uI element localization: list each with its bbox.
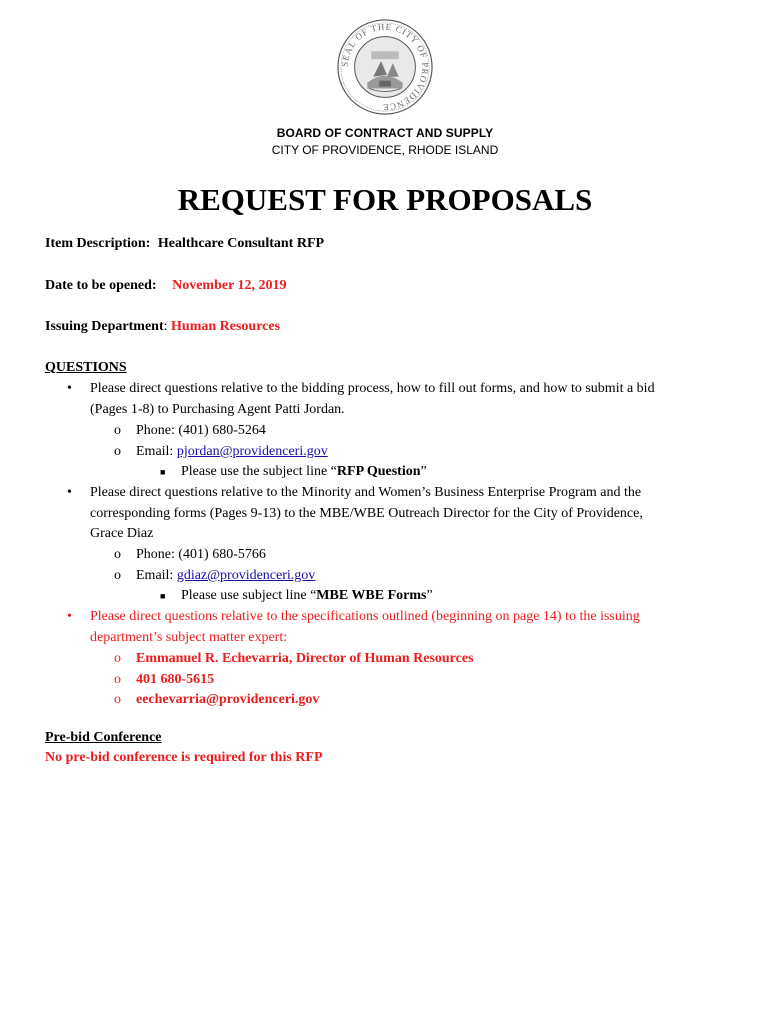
prebid-heading: Pre-bid Conference: [45, 730, 162, 745]
board-name: BOARD OF CONTRACT AND SUPPLY: [276, 126, 494, 140]
bullet2-subject: [181, 588, 433, 604]
subject-post: ”: [426, 588, 433, 603]
subject-pre: Please use the subject line “: [181, 464, 337, 479]
circle-bullet-icon: o: [114, 444, 121, 459]
item-description: [45, 236, 324, 252]
city-seal-icon: [336, 18, 434, 116]
bullet3-email: eechevarria@providenceri.gov: [136, 692, 320, 707]
city-name: CITY OF PROVIDENCE, RHODE ISLAND: [271, 143, 499, 157]
circle-bullet-icon: o: [114, 423, 121, 438]
circle-bullet-icon: o: [114, 568, 121, 583]
bullet3-line1: Please direct questions relative to the specifications outlined (beginning on page 14) to the issuing: [90, 609, 640, 624]
square-bullet-icon: ■: [160, 591, 166, 601]
questions-heading: QUESTIONS: [45, 360, 127, 375]
bullet2-line2: corresponding forms (Pages 9-13) to the MBE/WBE Outreach Director for the City of Providence,: [90, 506, 643, 521]
square-bullet-icon: ■: [160, 467, 166, 477]
bullet1-line2: (Pages 1-8) to Purchasing Agent Patti Jordan.: [90, 402, 345, 417]
email-label: Email:: [136, 568, 177, 583]
circle-bullet-icon: o: [114, 651, 121, 666]
circle-bullet-icon: o: [114, 692, 121, 707]
subject-mbe-wbe: MBE WBE Forms: [316, 588, 427, 603]
bullet2-line1: Please direct questions relative to the Minority and Women’s Business Enterprise Program and the: [90, 485, 642, 500]
bullet3-contact-name: Emmanuel R. Echevarria, Director of Human Resources: [136, 651, 474, 666]
bullet-icon: •: [67, 381, 72, 396]
bullet3-line2: department’s subject matter expert:: [90, 630, 288, 645]
bullet-icon: •: [67, 609, 72, 624]
date-opened: [45, 278, 287, 294]
bullet2-email-line: [136, 568, 315, 584]
pjordan-email-link[interactable]: pjordan@providenceri.gov: [176, 444, 328, 459]
prebid-text: No pre-bid conference is required for this RFP: [45, 750, 323, 765]
date-label: Date to be opened:: [45, 278, 157, 293]
date-value: November 12, 2019: [172, 278, 287, 293]
bullet2-line3: Grace Diaz: [90, 526, 154, 541]
page-title: REQUEST FOR PROPOSALS: [177, 182, 593, 217]
item-label: Item Description:: [45, 236, 151, 251]
gdiaz-email-link[interactable]: gdiaz@providenceri.gov: [176, 568, 316, 583]
email-label: Email:: [136, 444, 177, 459]
subject-pre: Please use subject line “: [181, 588, 317, 603]
subject-post: ”: [420, 464, 427, 479]
circle-bullet-icon: o: [114, 547, 121, 562]
bullet1-email-line: [136, 444, 328, 460]
bullet-icon: •: [67, 485, 72, 500]
bullet1-subject: [181, 464, 427, 480]
issuing-department: [45, 319, 280, 335]
subject-rfp-question: RFP Question: [336, 464, 421, 479]
seal-text: SEAL OF THE CITY OF PROVIDENCE: [339, 21, 431, 113]
dept-label: Issuing Department: [45, 319, 164, 334]
dept-value: Human Resources: [171, 319, 281, 334]
bullet3-phone: 401 680-5615: [136, 672, 215, 687]
item-value: Healthcare Consultant RFP: [157, 236, 325, 251]
circle-bullet-icon: o: [114, 672, 121, 687]
bullet1-phone: Phone: (401) 680-5264: [136, 423, 266, 438]
bullet2-phone: Phone: (401) 680-5766: [136, 547, 266, 562]
dept-colon: :: [163, 319, 168, 334]
bullet1-line1: Please direct questions relative to the bidding process, how to fill out forms, and how to submit a bid: [90, 381, 655, 396]
